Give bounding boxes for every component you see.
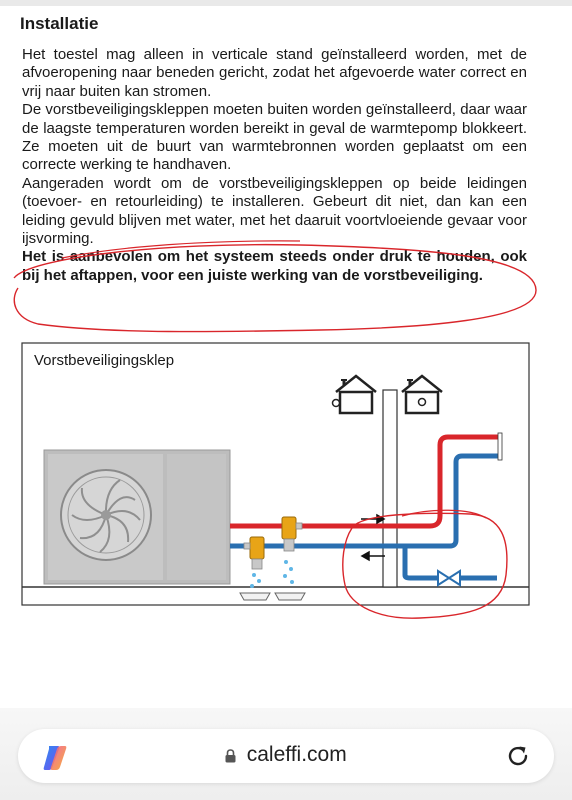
supply-pipe xyxy=(230,437,500,526)
top-rule xyxy=(0,0,572,6)
house-icon-right xyxy=(402,376,442,413)
address-bar[interactable] xyxy=(18,729,554,783)
paragraph-3: Aangeraden wordt om de vorstbeveiligingskleppen op beide leidingen (toevoer- en retourleiding) te installeren. Gebeurt dit niet, dan kan een leiding gevuld blijven met water, met het daaruit voortvloeiende gevaar voor ijsvorming. xyxy=(22,174,527,248)
url-text: caleffi.com xyxy=(246,743,347,766)
emphasis-paragraph: Het is aanbevolen om het systeem steeds onder druk te houden, ook bij het aftappen, voor een juiste werking van de vorstbeveiliging. xyxy=(22,248,527,284)
installation-diagram xyxy=(0,330,572,630)
browser-bottom-bar xyxy=(0,708,572,800)
paragraph-2: De vorstbeveiligingskleppen moeten buiten worden geïnstalleerd, daar waar de laagste temperaturen worden bereikt in geval de warmtepomp blokkeert. Ze moeten uit de buurt van warmtebronnen worden geplaatst om een correcte werking te handhaven. xyxy=(22,101,527,174)
lock-icon xyxy=(225,749,236,763)
reload-icon[interactable] xyxy=(504,742,532,770)
drain-branch xyxy=(405,546,438,578)
drain-valve xyxy=(438,571,460,585)
house-icon-left xyxy=(333,376,377,413)
frost-valve-return xyxy=(244,537,264,569)
section-title: Installatie xyxy=(20,14,99,33)
url-display[interactable] xyxy=(18,729,554,783)
diagram-title: Vorstbeveiligingsklep xyxy=(34,352,175,369)
wall xyxy=(383,390,397,587)
flow-arrows xyxy=(361,515,385,560)
return-pipe xyxy=(230,456,500,546)
section-body xyxy=(22,46,527,285)
drain-funnels xyxy=(240,593,305,600)
heat-pump-unit xyxy=(44,450,230,584)
paragraph-1: Het toestel mag alleen in verticale stand geïnstalleerd worden, met de afvoeropening naar beneden gericht, zodat het afgevoerde water correct en vrij naar buiten kan stromen. xyxy=(22,46,527,100)
